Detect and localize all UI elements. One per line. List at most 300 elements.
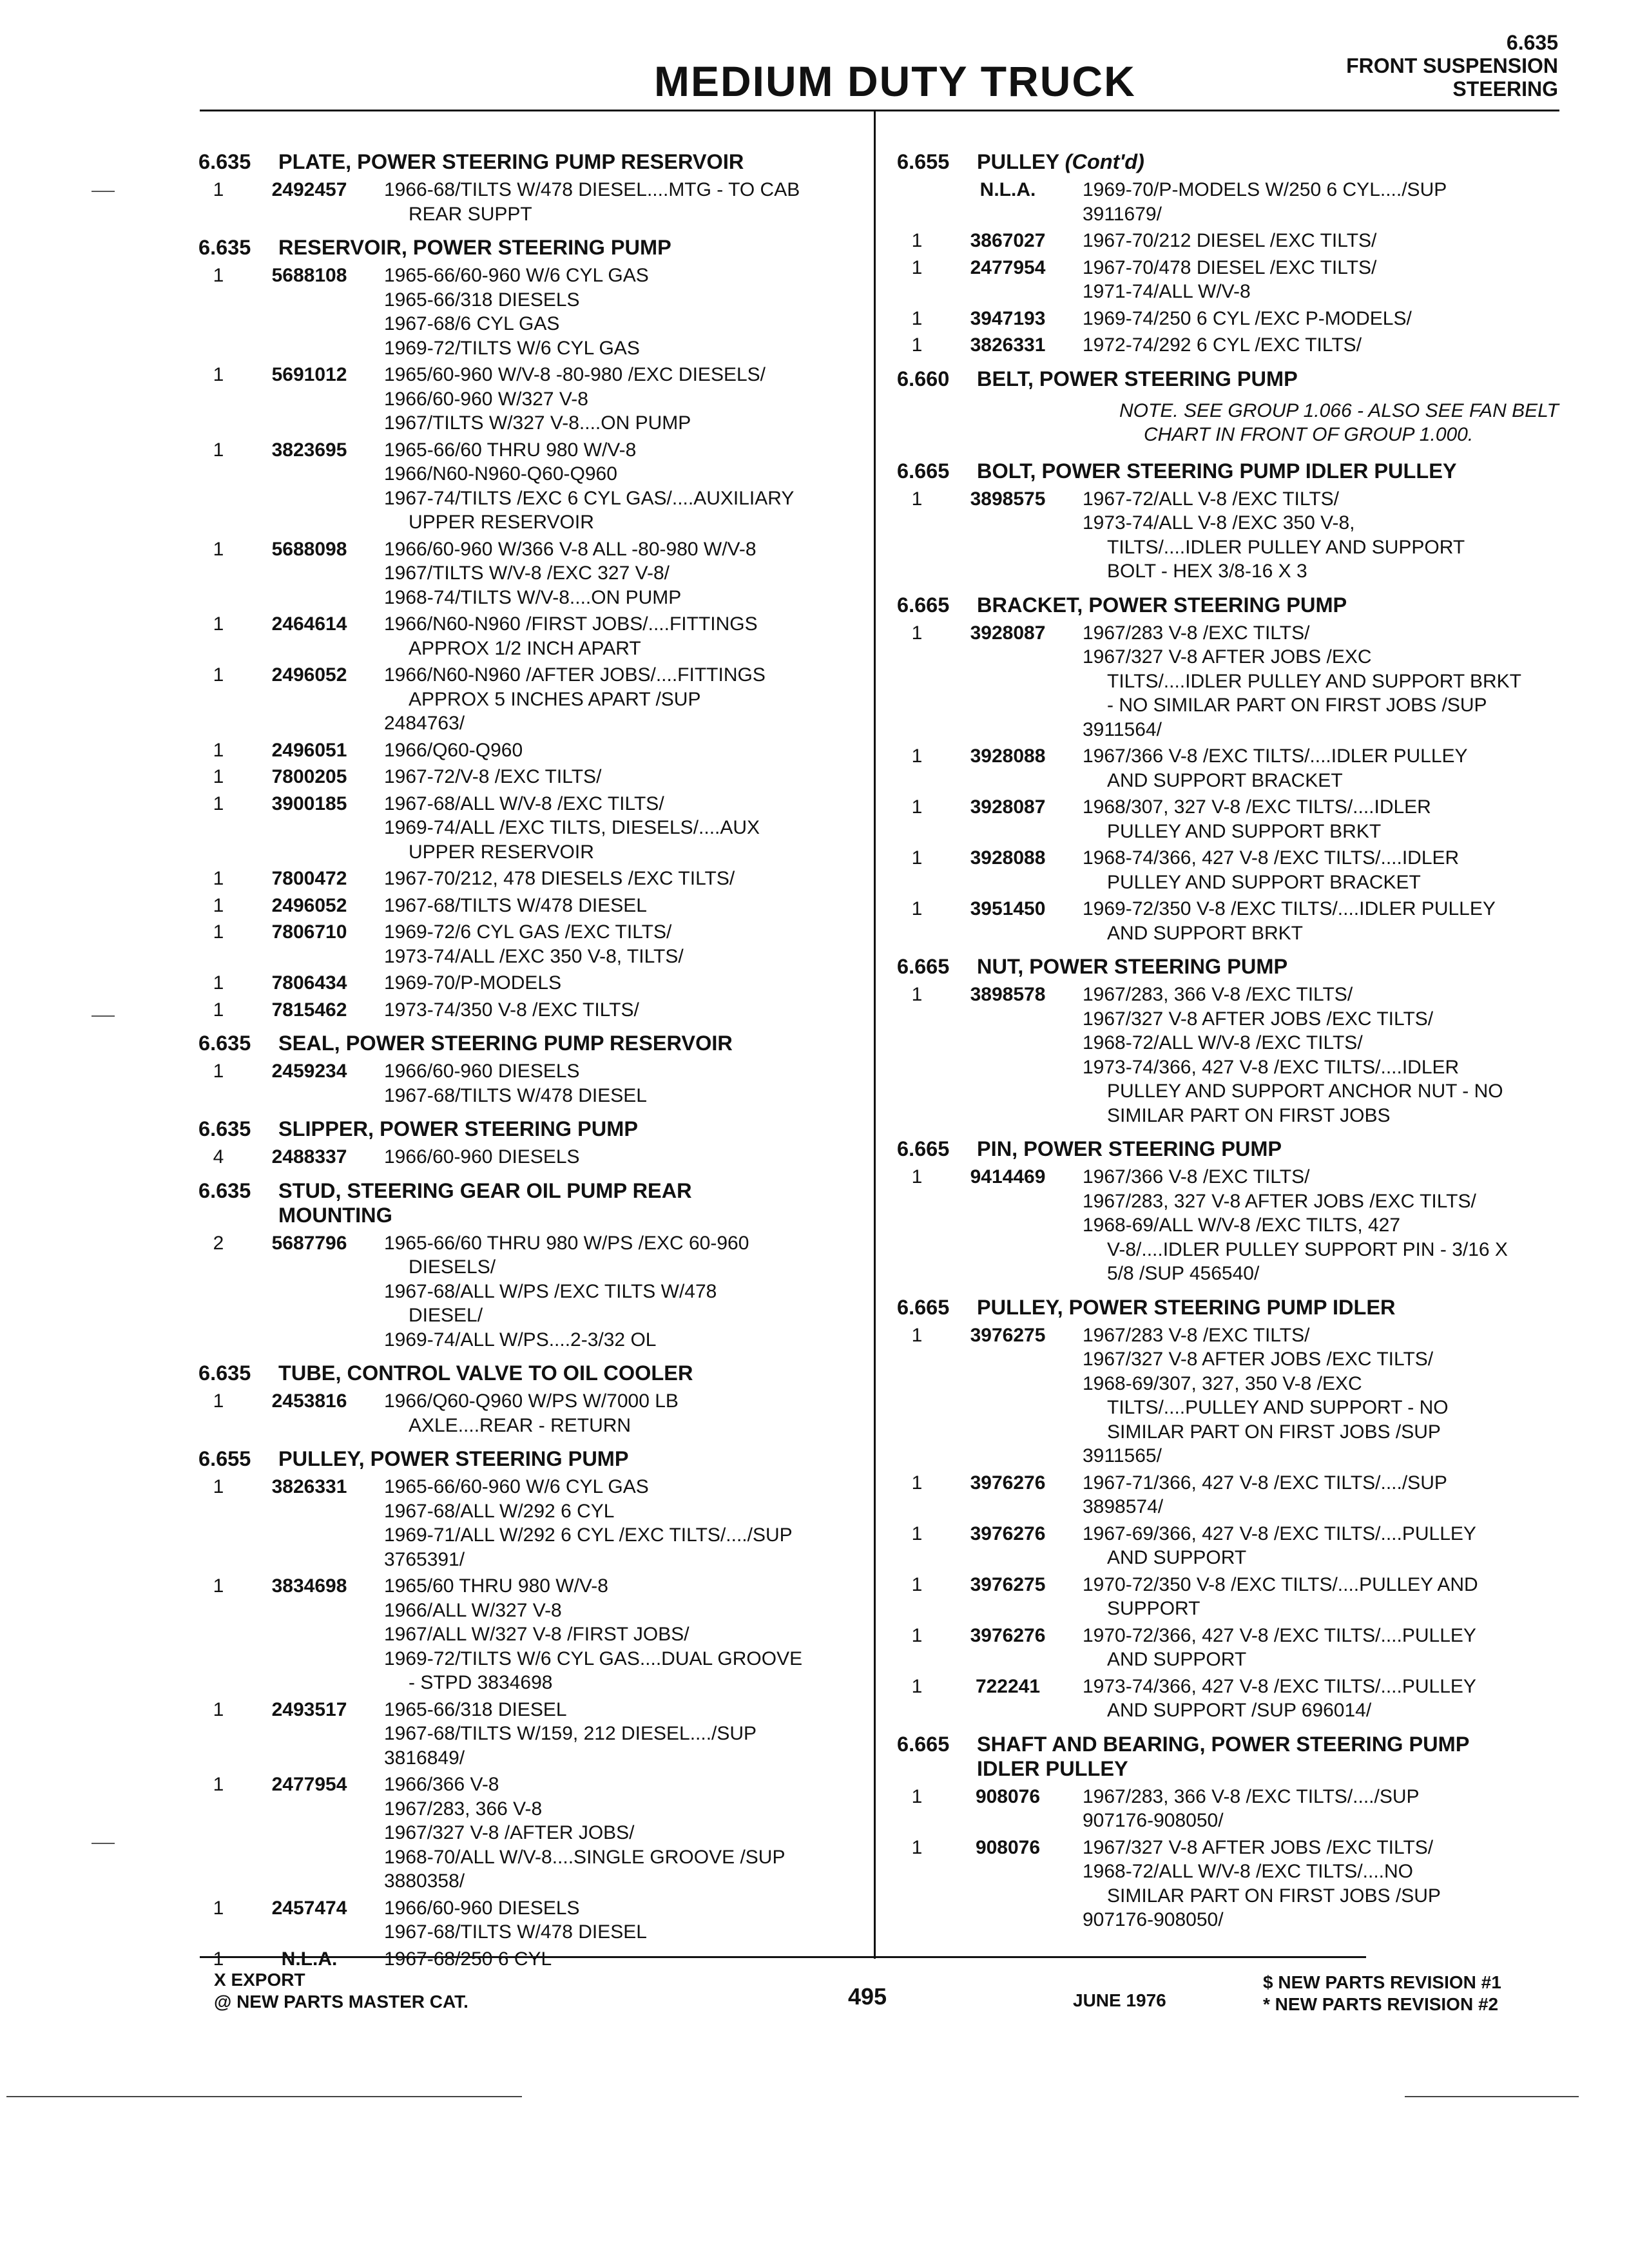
part-entry	[198, 537, 865, 610]
part-entry	[198, 1947, 865, 1972]
part-number: 3976275	[970, 1324, 1046, 1346]
part-number: 3928088	[970, 745, 1046, 767]
part-application	[384, 663, 865, 736]
part-number: 2496052	[271, 664, 347, 686]
footer-legend-left	[214, 1969, 468, 2013]
part-quantity: 1	[911, 1324, 923, 1346]
application-line: 1967-70/478 DIESEL /EXC TILTS/	[1083, 256, 1377, 278]
application-line: 1973-74/350 V-8 /EXC TILTS/	[384, 999, 639, 1021]
section-code: 6.665	[897, 459, 950, 483]
part-number: 5687796	[271, 1232, 347, 1254]
application-line: 1967/283, 327 V-8 AFTER JOBS /EXC TILTS/	[1083, 1190, 1476, 1212]
application-line: 1967/283, 366 V-8	[384, 1798, 543, 1820]
part-number: 7800472	[271, 868, 347, 889]
part-quantity: 2	[213, 1232, 224, 1254]
application-line: 1967-68/TILTS W/478 DIESEL	[384, 1921, 647, 1943]
section-code: 6.655	[198, 1447, 251, 1470]
part-quantity: 1	[213, 538, 224, 560]
application-line: 1968-72/ALL W/V-8 /EXC TILTS/....NO	[1083, 1861, 1413, 1882]
application-line: 1966/Q60-Q960 W/PS W/7000 LB	[384, 1390, 679, 1412]
application-line: 1967-71/366, 427 V-8 /EXC TILTS/..../SUP	[1083, 1472, 1447, 1494]
left-column	[198, 149, 865, 1980]
part-quantity: 1	[911, 1675, 923, 1697]
part-number: 3826331	[271, 1476, 347, 1497]
part-application	[384, 792, 865, 865]
part-number: 2496051	[271, 739, 347, 761]
application-line: PULLEY AND SUPPORT BRACKET	[1107, 871, 1421, 893]
application-line: AND SUPPORT BRACKET	[1107, 769, 1343, 791]
part-application	[1083, 1471, 1561, 1519]
application-line: 1971-74/ALL W/V-8	[1083, 281, 1251, 302]
part-number: 3976276	[970, 1472, 1046, 1494]
part-number: 3928087	[970, 796, 1046, 818]
part-entry	[897, 1522, 1561, 1570]
application-line: 3911679/	[1083, 203, 1162, 225]
catalog-section	[897, 954, 1561, 1137]
section-title: STUD, STEERING GEAR OIL PUMP REAR	[278, 1178, 692, 1202]
application-line: DIESEL/	[409, 1305, 483, 1326]
master-cat-legend: @ NEW PARTS MASTER CAT.	[214, 1992, 468, 2012]
part-entry	[198, 867, 865, 891]
application-line: 1966/60-960 DIESELS	[384, 1061, 580, 1082]
part-number: 2459234	[271, 1061, 347, 1082]
application-line: 1970-72/350 V-8 /EXC TILTS/....PULLEY AND	[1083, 1573, 1478, 1595]
part-application	[384, 1574, 865, 1695]
application-line: APPROX 5 INCHES APART /SUP	[409, 688, 701, 710]
part-number: 7806710	[271, 921, 347, 943]
part-application	[1083, 333, 1561, 358]
part-application	[384, 998, 865, 1023]
section-group: FRONT SUSPENSION	[1346, 54, 1558, 77]
part-application	[384, 178, 865, 226]
application-line: 3880358/	[384, 1870, 465, 1892]
revision-1-legend: $ NEW PARTS REVISION #1	[1263, 1972, 1501, 1992]
part-number: 3976276	[970, 1624, 1046, 1646]
section-title-continued: (Cont'd)	[1065, 150, 1144, 173]
catalog-section	[198, 1117, 865, 1178]
part-entry	[897, 307, 1561, 331]
section-heading	[198, 1361, 865, 1385]
part-application	[1083, 1165, 1561, 1286]
section-heading	[897, 1732, 1561, 1781]
part-entry	[198, 663, 865, 736]
part-application	[1083, 744, 1561, 793]
application-line: 1966/N60-N960 /AFTER JOBS/....FITTINGS	[384, 664, 766, 686]
part-quantity: 1	[213, 999, 224, 1021]
part-quantity: 1	[213, 265, 224, 286]
catalog-section	[198, 1446, 865, 1980]
part-application	[384, 1389, 865, 1437]
application-line: 1973-74/366, 427 V-8 /EXC TILTS/....PULLEY	[1083, 1675, 1476, 1697]
application-line: AND SUPPORT /SUP 696014/	[1107, 1700, 1372, 1721]
part-number: 908076	[975, 1836, 1041, 1858]
section-code: 6.635	[198, 1361, 251, 1385]
section-title: SHAFT AND BEARING, POWER STEERING PUMP	[977, 1732, 1470, 1756]
application-line: PULLEY AND SUPPORT ANCHOR NUT - NO	[1107, 1081, 1503, 1102]
application-line: 1966-68/TILTS W/478 DIESEL....MTG - TO CAB	[384, 179, 800, 200]
part-quantity: 1	[911, 898, 923, 919]
part-number: 3898575	[970, 488, 1046, 510]
part-number: 5688098	[271, 538, 347, 560]
part-entry	[198, 1389, 865, 1437]
part-number: 2493517	[271, 1698, 347, 1720]
part-number: 3951450	[970, 898, 1046, 919]
part-entry	[198, 612, 865, 660]
application-line: - STPD 3834698	[409, 1672, 553, 1693]
part-application	[1083, 846, 1561, 894]
part-quantity: 1	[911, 230, 923, 251]
part-application	[384, 1773, 865, 1894]
part-quantity: 1	[213, 1897, 224, 1919]
section-heading	[198, 149, 865, 174]
part-entry	[198, 1231, 865, 1352]
application-line: SUPPORT	[1107, 1598, 1200, 1619]
part-application	[384, 1231, 865, 1352]
section-code: 6.665	[897, 1137, 950, 1160]
application-line: 1969-70/P-MODELS	[384, 972, 562, 994]
application-line: 1969-72/TILTS W/6 CYL GAS....DUAL GROOVE	[384, 1648, 803, 1669]
application-line: 1967/TILTS W/327 V-8....ON PUMP	[384, 412, 691, 434]
part-entry	[198, 363, 865, 436]
section-title: TUBE, CONTROL VALVE TO OIL COOLER	[278, 1361, 693, 1385]
part-application	[1083, 307, 1561, 331]
catalog-section	[198, 1178, 865, 1361]
part-entry	[198, 1896, 865, 1945]
part-entry	[198, 738, 865, 763]
application-line: 1967-69/366, 427 V-8 /EXC TILTS/....PULLEY	[1083, 1523, 1476, 1544]
part-entry	[897, 983, 1561, 1128]
export-legend: X EXPORT	[214, 1970, 305, 1990]
part-entry	[198, 894, 865, 918]
part-entry	[198, 1574, 865, 1695]
catalog-section	[198, 149, 865, 235]
margin-mark	[92, 1015, 115, 1017]
catalog-section	[897, 149, 1561, 367]
part-entry	[897, 1573, 1561, 1621]
application-line: 1967-68/TILTS W/478 DIESEL	[384, 1084, 647, 1106]
part-application	[1083, 1573, 1561, 1621]
part-entry	[198, 264, 865, 360]
section-title: PLATE, POWER STEERING PUMP RESERVOIR	[278, 150, 744, 173]
section-note	[897, 399, 1561, 447]
application-line: 5/8 /SUP 456540/	[1107, 1263, 1260, 1284]
application-line: AND SUPPORT BRKT	[1107, 922, 1303, 944]
part-number: N.L.A.	[281, 1948, 338, 1970]
application-line: 1967/283 V-8 /EXC TILTS/	[1083, 622, 1310, 644]
part-entry	[897, 333, 1561, 358]
application-line: 2484763/	[384, 713, 465, 734]
part-quantity: 1	[911, 1523, 923, 1544]
application-line: 1967-74/TILTS /EXC 6 CYL GAS/....AUXILIARY	[384, 487, 795, 509]
catalog-section	[897, 593, 1561, 955]
section-code: 6.635	[198, 150, 251, 173]
application-line: 1969-72/TILTS W/6 CYL GAS	[384, 337, 640, 359]
part-number: 3867027	[970, 230, 1046, 251]
application-line: 1967/ALL W/327 V-8 /FIRST JOBS/	[384, 1624, 689, 1645]
application-line: 1967-68/ALL W/V-8 /EXC TILTS/	[384, 793, 664, 814]
part-application	[1083, 1675, 1561, 1723]
part-application	[384, 264, 865, 360]
section-header	[1346, 31, 1558, 101]
application-line: 1967-68/ALL W/292 6 CYL	[384, 1500, 615, 1522]
part-quantity: 1	[911, 256, 923, 278]
part-number: 7806434	[271, 972, 347, 994]
application-line: 1965/60-960 W/V-8 -80-980 /EXC DIESELS/	[384, 364, 766, 385]
header-rule	[200, 110, 1559, 111]
section-code: 6.655	[897, 150, 950, 173]
application-line: DIESELS/	[409, 1256, 496, 1278]
part-quantity: 1	[911, 1785, 923, 1807]
application-line: BOLT - HEX 3/8-16 X 3	[1107, 561, 1307, 582]
part-entry	[198, 1059, 865, 1108]
part-application	[1083, 229, 1561, 253]
application-line: 1966/60-960 DIESELS	[384, 1146, 580, 1168]
part-application	[384, 1475, 865, 1571]
application-line: TILTS/....PULLEY AND SUPPORT - NO	[1107, 1397, 1449, 1418]
application-line: 1967/366 V-8 /EXC TILTS/	[1083, 1166, 1310, 1187]
application-line: AND SUPPORT	[1107, 1649, 1247, 1670]
part-quantity: 1	[911, 488, 923, 510]
part-quantity: 1	[911, 1472, 923, 1494]
scan-edge-line	[1405, 2096, 1579, 2097]
part-number: 7800205	[271, 766, 347, 787]
section-heading	[198, 1117, 865, 1141]
part-entry	[897, 846, 1561, 894]
part-quantity: 1	[213, 1698, 224, 1720]
part-quantity: 1	[213, 793, 224, 814]
application-line: 907176-908050/	[1083, 1909, 1224, 1930]
part-application	[384, 363, 865, 436]
part-number: 2477954	[271, 1774, 347, 1795]
part-number: 3928087	[970, 622, 1046, 644]
part-number: 2496052	[271, 894, 347, 916]
application-line: 1965-66/318 DIESEL	[384, 1698, 567, 1720]
application-line: 1973-74/366, 427 V-8 /EXC TILTS/....IDLER	[1083, 1056, 1460, 1078]
application-line: 1973-74/ALL V-8 /EXC 350 V-8,	[1083, 512, 1355, 533]
application-line: 1967/TILTS W/V-8 /EXC 327 V-8/	[384, 562, 670, 584]
note-line: NOTE. SEE GROUP 1.066 - ALSO SEE FAN BELT	[1119, 399, 1559, 421]
application-line: 1967-72/V-8 /EXC TILTS/	[384, 766, 602, 787]
application-line: 1969-72/6 CYL GAS /EXC TILTS/	[384, 921, 672, 943]
part-number: 3976275	[970, 1573, 1046, 1595]
part-application	[384, 867, 865, 891]
section-heading	[198, 1178, 865, 1227]
part-entry	[897, 178, 1561, 226]
section-code: 6.635	[198, 1178, 251, 1202]
part-quantity: 1	[911, 1624, 923, 1646]
application-line: UPPER RESERVOIR	[409, 512, 594, 533]
part-application	[384, 920, 865, 968]
part-quantity: 1	[911, 796, 923, 818]
part-number: 2457474	[271, 1897, 347, 1919]
part-quantity: 1	[213, 766, 224, 787]
application-line: PULLEY AND SUPPORT BRKT	[1107, 820, 1382, 842]
application-line: 1967/327 V-8 AFTER JOBS /EXC	[1083, 646, 1372, 668]
part-entry	[897, 1323, 1561, 1468]
application-line: 1967/283, 366 V-8 /EXC TILTS/..../SUP	[1083, 1785, 1420, 1807]
application-line: 1965-66/60 THRU 980 W/PS /EXC 60-960	[384, 1232, 749, 1254]
part-entry	[198, 792, 865, 865]
application-line: 1966/60-960 W/327 V-8	[384, 388, 588, 410]
application-line: 1965-66/60-960 W/6 CYL GAS	[384, 1476, 649, 1497]
catalog-section	[198, 1031, 865, 1117]
page-title: MEDIUM DUTY TRUCK	[654, 57, 1136, 105]
application-line: 3765391/	[384, 1548, 465, 1570]
part-application	[384, 1145, 865, 1169]
section-heading	[897, 954, 1561, 979]
application-line: 3911564/	[1083, 718, 1162, 740]
application-line: 1968-69/ALL W/V-8 /EXC TILTS, 427	[1083, 1215, 1401, 1236]
application-line: 1966/60-960 DIESELS	[384, 1897, 580, 1919]
application-line: 1968-72/ALL W/V-8 /EXC TILTS/	[1083, 1032, 1363, 1053]
part-number: 3898578	[970, 984, 1046, 1005]
part-application	[384, 1947, 865, 1972]
application-line: 3898574/	[1083, 1496, 1164, 1517]
section-subgroup: STEERING	[1452, 77, 1558, 101]
part-entry	[198, 438, 865, 535]
margin-mark	[92, 1843, 115, 1844]
part-entry	[897, 1836, 1561, 1932]
application-line: AXLE....REAR - RETURN	[409, 1414, 631, 1436]
application-line: 1967-70/212 DIESEL /EXC TILTS/	[1083, 230, 1377, 251]
section-title: PULLEY, POWER STEERING PUMP	[278, 1447, 629, 1470]
section-title: NUT, POWER STEERING PUMP	[977, 955, 1288, 978]
section-title-line2: IDLER PULLEY	[977, 1756, 1128, 1780]
part-quantity: 1	[213, 179, 224, 200]
part-quantity	[897, 178, 937, 226]
part-entry	[897, 1785, 1561, 1833]
part-application	[384, 612, 865, 660]
part-entry	[897, 487, 1561, 584]
part-quantity: 1	[213, 739, 224, 761]
section-code: 6.665	[897, 1732, 950, 1756]
application-line: 1967-72/ALL V-8 /EXC TILTS/	[1083, 488, 1339, 510]
application-line: APPROX 1/2 INCH APART	[409, 637, 641, 659]
part-quantity: 1	[213, 868, 224, 889]
part-quantity: 1	[213, 1575, 224, 1597]
catalog-section	[897, 1732, 1561, 1941]
part-number: 3947193	[970, 307, 1046, 329]
application-line: 1965-66/60 THRU 980 W/V-8	[384, 439, 637, 461]
part-quantity: 1	[213, 921, 224, 943]
application-line: 1968-74/TILTS W/V-8....ON PUMP	[384, 586, 682, 608]
catalog-section	[198, 1361, 865, 1446]
catalog-section	[897, 1137, 1561, 1295]
part-number: 3826331	[970, 334, 1046, 356]
part-entry	[897, 621, 1561, 742]
part-quantity: 1	[911, 1166, 923, 1187]
part-entry	[897, 256, 1561, 304]
part-entry	[897, 229, 1561, 253]
section-code: 6.635	[198, 236, 251, 259]
part-entry	[198, 971, 865, 995]
section-heading	[198, 235, 865, 260]
part-number: 2488337	[271, 1146, 347, 1168]
section-title: BRACKET, POWER STEERING PUMP	[977, 593, 1347, 617]
section-title: BOLT, POWER STEERING PUMP IDLER PULLEY	[977, 459, 1457, 483]
application-line: TILTS/....IDLER PULLEY AND SUPPORT BRKT	[1107, 670, 1521, 692]
application-line: 1966/ALL W/327 V-8	[384, 1599, 562, 1621]
section-code: 6.665	[897, 593, 950, 617]
section-heading	[897, 367, 1561, 391]
application-line: 1969-74/ALL W/PS....2-3/32 OL	[384, 1329, 657, 1350]
application-line: 1969-71/ALL W/292 6 CYL /EXC TILTS/..../SUP	[384, 1524, 793, 1546]
section-heading	[897, 593, 1561, 617]
part-application	[384, 765, 865, 789]
part-number: 908076	[975, 1785, 1041, 1807]
section-heading	[897, 149, 1561, 174]
part-quantity: 1	[213, 1390, 224, 1412]
part-number: 7815462	[271, 999, 347, 1021]
part-quantity: 1	[213, 1061, 224, 1082]
application-line: V-8/....IDLER PULLEY SUPPORT PIN - 3/16 X	[1107, 1238, 1508, 1260]
section-heading	[897, 1137, 1561, 1161]
part-application	[384, 971, 865, 995]
part-application	[1083, 1624, 1561, 1672]
part-application	[1083, 897, 1561, 945]
application-line: REAR SUPPT	[409, 203, 532, 225]
part-number: 3928088	[970, 847, 1046, 869]
application-line: UPPER RESERVOIR	[409, 841, 594, 863]
part-entry	[897, 1624, 1561, 1672]
application-line: 1967/327 V-8 AFTER JOBS /EXC TILTS/	[1083, 1349, 1434, 1370]
section-heading	[198, 1031, 865, 1055]
part-entry	[198, 1773, 865, 1894]
part-quantity: 1	[213, 894, 224, 916]
section-heading	[897, 459, 1561, 483]
part-number: 5688108	[271, 265, 347, 286]
application-line: 1967-68/ALL W/PS /EXC TILTS W/478	[384, 1280, 717, 1302]
application-line: 1969-74/ALL /EXC TILTS, DIESELS/....AUX	[384, 817, 760, 838]
application-line: 1972-74/292 6 CYL /EXC TILTS/	[1083, 334, 1362, 356]
section-code: 6.660	[897, 367, 950, 390]
part-number: 2453816	[271, 1390, 347, 1412]
part-quantity: 1	[213, 364, 224, 385]
part-entry	[198, 1145, 865, 1169]
catalog-section	[897, 459, 1561, 593]
part-entry	[897, 795, 1561, 843]
section-code: 6.665	[897, 955, 950, 978]
part-quantity: 4	[213, 1146, 224, 1168]
part-entry	[198, 998, 865, 1023]
part-application	[1083, 1323, 1561, 1468]
application-line: 1969-70/P-MODELS W/250 6 CYL..../SUP	[1083, 179, 1447, 200]
part-entry	[198, 1475, 865, 1571]
section-title: PULLEY, POWER STEERING PUMP IDLER	[977, 1295, 1396, 1319]
part-quantity: 1	[213, 972, 224, 994]
application-line: 1968/307, 327 V-8 /EXC TILTS/....IDLER	[1083, 796, 1431, 818]
part-application	[384, 1698, 865, 1771]
catalog-section	[897, 367, 1561, 459]
application-line: 1967-70/212, 478 DIESELS /EXC TILTS/	[384, 868, 735, 889]
part-quantity: 1	[213, 1948, 224, 1970]
part-quantity: 1	[213, 664, 224, 686]
catalog-section	[897, 1295, 1561, 1732]
application-line: 1966/Q60-Q960	[384, 739, 523, 761]
part-application	[1083, 256, 1561, 304]
application-line: 1965-66/60-960 W/6 CYL GAS	[384, 265, 649, 286]
application-line: 1966/60-960 W/366 V-8 ALL -80-980 W/V-8	[384, 538, 757, 560]
part-number: 2492457	[271, 179, 347, 200]
part-entry	[198, 178, 865, 226]
part-application	[1083, 983, 1561, 1128]
section-title: PULLEY	[977, 150, 1059, 173]
part-number: 9414469	[970, 1166, 1046, 1187]
part-application	[1083, 178, 1561, 226]
section-title: BELT, POWER STEERING PUMP	[977, 367, 1298, 390]
part-application	[384, 894, 865, 918]
part-application	[1083, 795, 1561, 843]
